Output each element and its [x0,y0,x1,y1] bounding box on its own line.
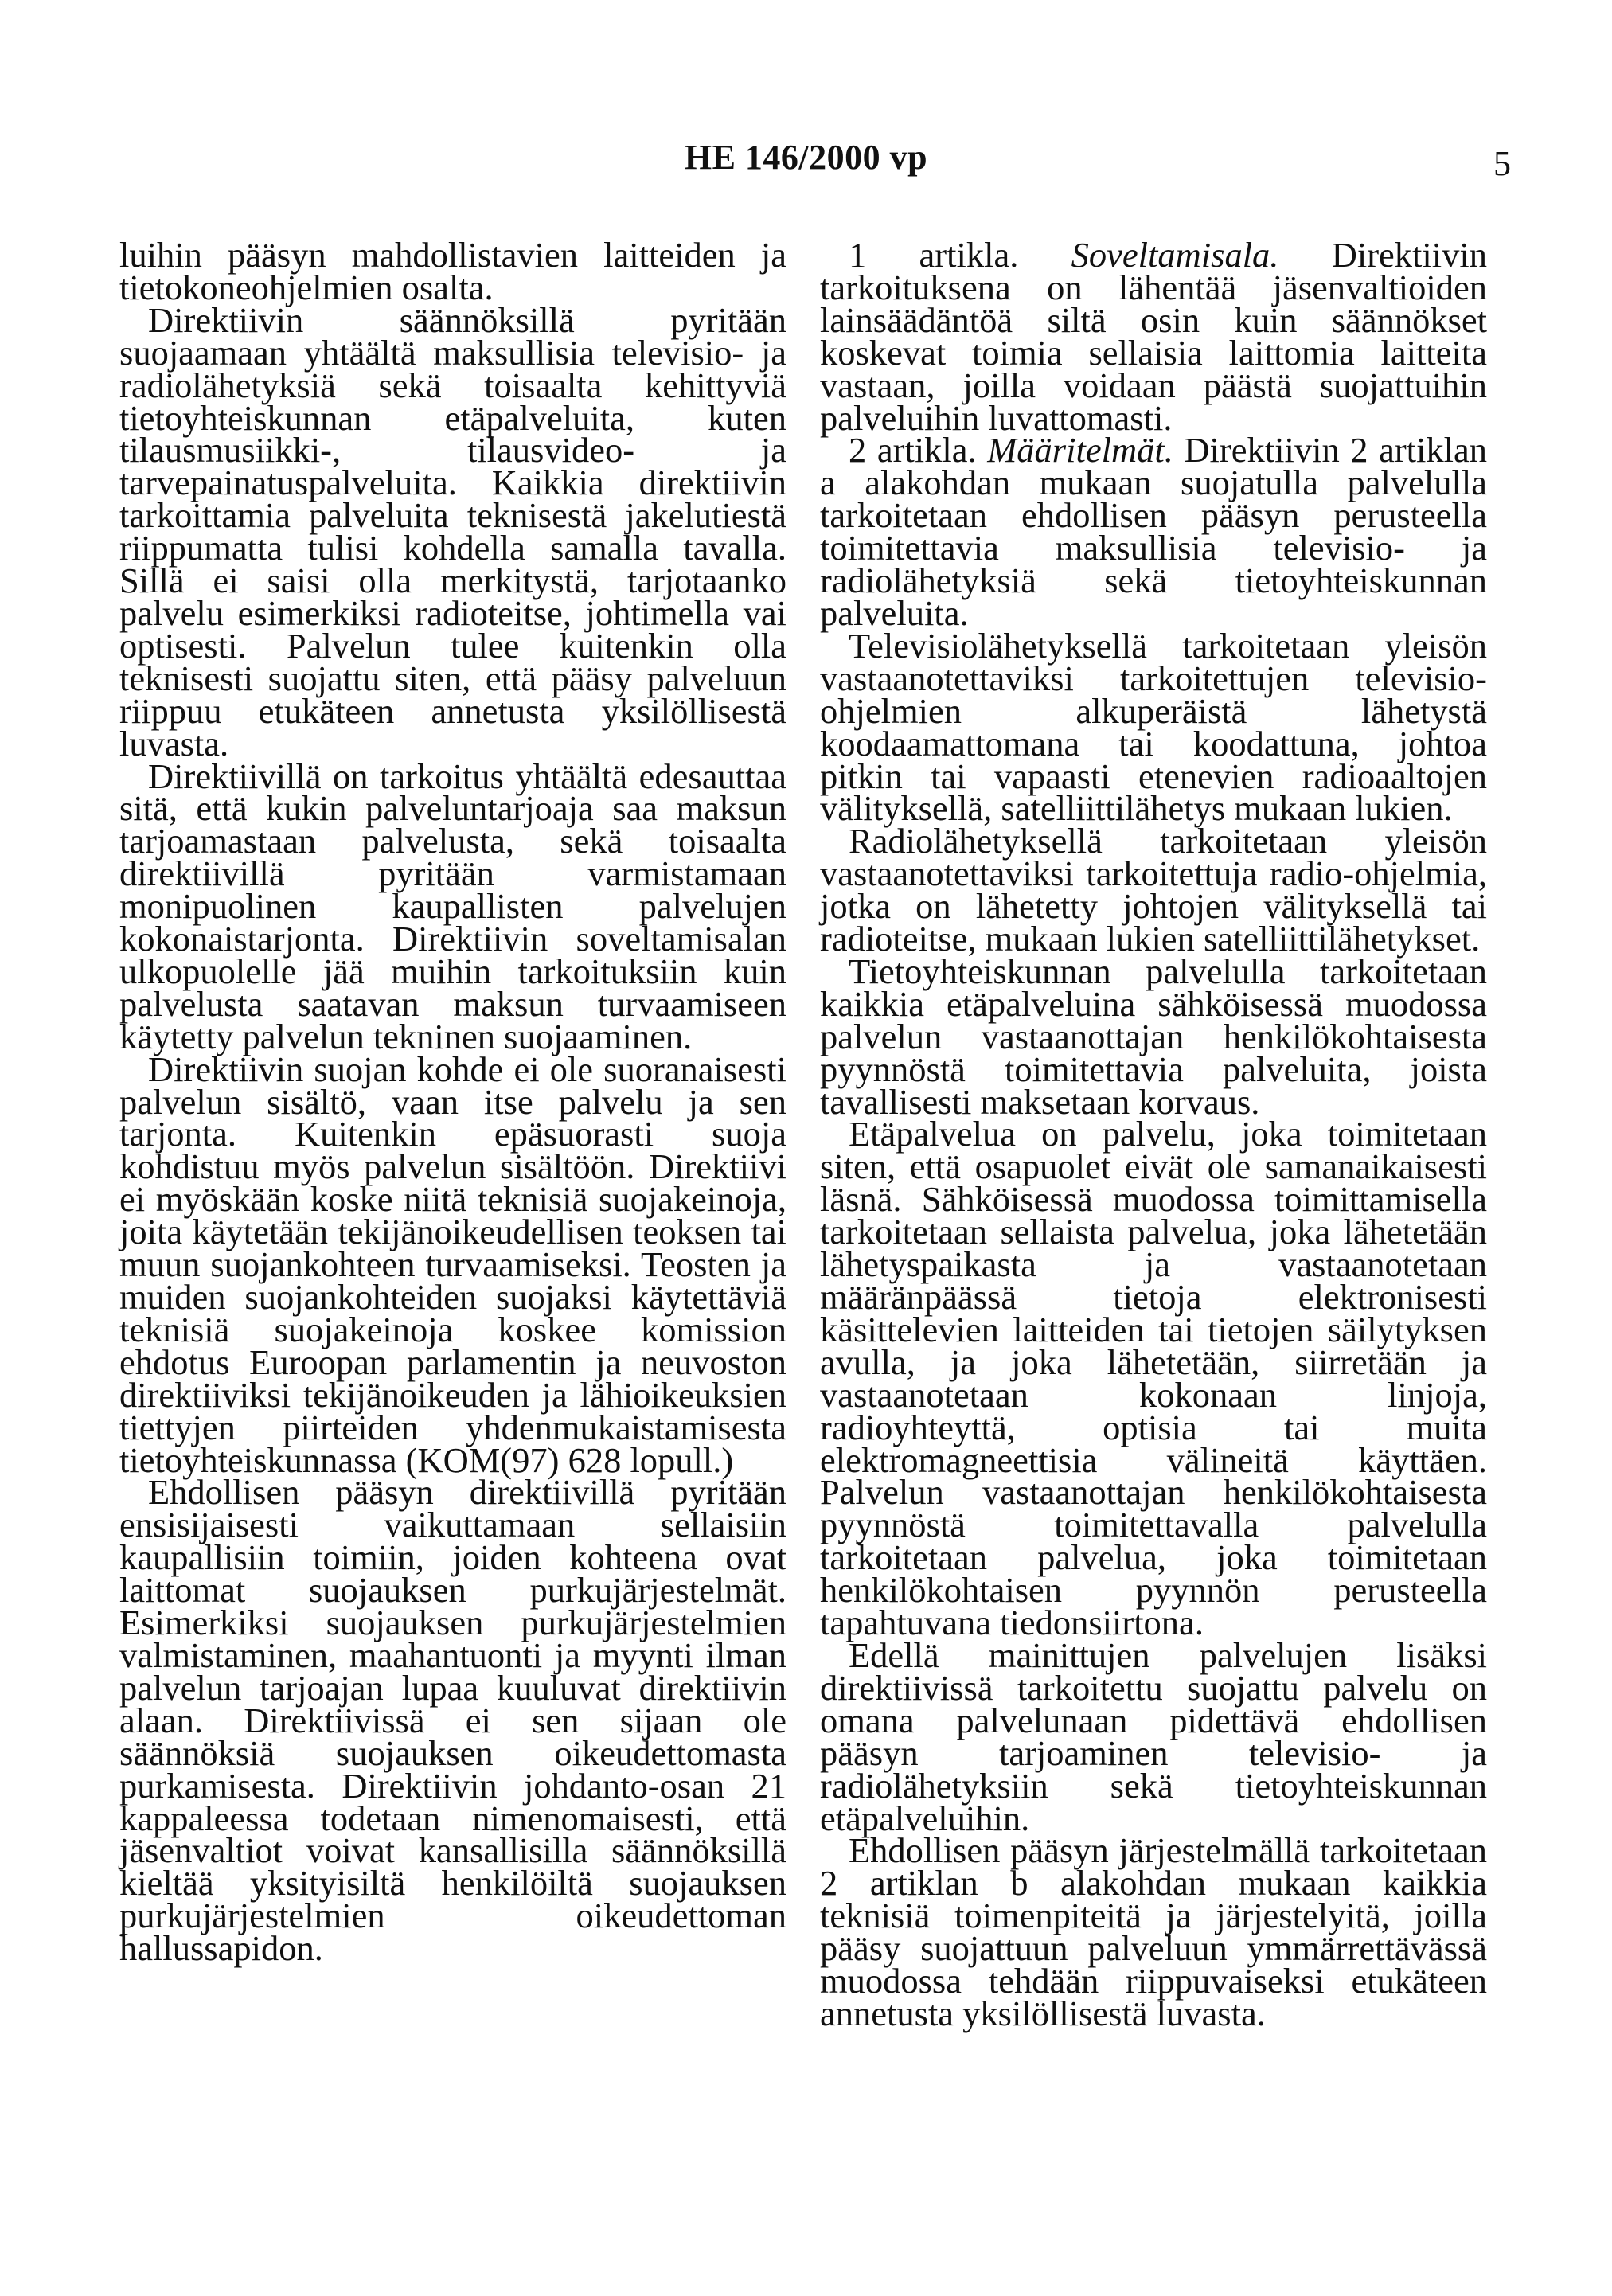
paragraph: Direktiivin säännöksillä pyritään suojaamaan yhtäältä maksullisia televisio- ja radiolähetyksiä sekä toisaalta kehittyviä tietoyhteiskunnan etäpalveluita, kuten tilausmusiikki-, tilausvideo- ja tarvepainatuspalveluita. Kaikkia direktiivin tarkoittamia palveluita teknisestä jakelutiestä riippumatta tulisi kohdella samalla tavalla. Sillä ei saisi olla merkitystä, tarjotaanko palvelu esimerkiksi radioteitse, johtimella vai optisesti. Palvelun tulee kuitenkin olla teknisesti suojattu siten, että pääsy palveluun riippuu etukäteen annetusta yksilöllisestä luvasta. [119,299,786,763]
page-number: 5 [1493,144,1511,183]
paragraph: Ehdollisen pääsyn direktiivillä pyritään ensisijaisesti vaikuttamaan sellaisiin kaupallisiin toimiin, joiden kohteena ovat laittomat suojauksen purkujärjestelmät. Esimerkiksi suojauksen purkujärjestelmien valmistaminen, maahantuonti ja myynti ilman palvelun tarjoajan lupaa kuuluvat direktiivin alaan. Direktiivissä ei sen sijaan ole säännöksiä suojauksen oikeudettomasta purkamisesta. Direktiivin johdanto-osan 21 kappaleessa todetaan nimenomaisesti, että jäsenvaltiot voivat kansallisilla säännöksillä kieltää yksityisiltä henkilöiltä suojauksen purkujärjestelmien oikeudettoman hallussapidon. [119,1472,786,1969]
right-column [820,235,1488,2033]
paragraph: Tietoyhteiskunnan palvelulla tarkoitetaan kaikkia etäpalveluina sähköisessä muodossa palvelun vastaanottajan henkilökohtaisesta pyynnöstä toimitettavia palveluita, joista tavallisesti maksetaan korvaus. [820,951,1487,1122]
article-number: 1 artikla. [849,235,1019,275]
article-heading: Soveltamisala. [1071,235,1279,275]
paragraph: Direktiivillä on tarkoitus yhtäältä edesauttaa sitä, että kukin palveluntarjoaja saa maksun tarjoamastaan palvelusta, sekä toisaalta direktiivillä pyritään varmistamaan monipuolinen kaupallisten palvelujen kokonaistarjonta. Direktiivin soveltamisalan ulkopuolelle jää muihin tarkoituksiin kuin palvelusta saatavan maksun turvaamiseen käytetty palvelun tekninen suojaaminen. [119,756,786,1056]
article-number: 2 artikla. [849,430,977,471]
article-1-paragraph [820,235,1488,438]
article-heading: Määritelmät. [987,430,1173,471]
left-column [119,235,786,1969]
article-2-paragraph [820,430,1488,633]
paragraph: Etäpalvelua on palvelu, joka toimitetaan siten, että osapuolet eivät ole samanaikaisesti läsnä. Sähköisessä muodossa toimittamisella tarkoitetaan sellaista palvelua, joka lähetetään lähetyspaikasta ja vastaanotetaan määränpäässä tietoja elektronisesti käsittelevien laitteiden tai tietojen säilytyksen avulla, ja joka lähetetään, siirretään ja vastaanotetaan kokonaan linjoja, radioyhteyttä, optisia tai muita elektromagneettisia välineitä käyttäen. Palvelun vastaanottajan henkilökohtaisesta pyynnöstä toimitettavalla palvelulla tarkoitetaan palvelua, joka toimitetaan henkilökohtaisen pyynnön perusteella tapahtuvana tiedonsiirtona. [820,1114,1487,1643]
paragraph: Ehdollisen pääsyn järjestelmällä tarkoitetaan 2 artiklan b alakohdan mukaan kaikkia teknisiä toimenpiteitä ja järjestelyitä, joilla pääsy suojattuun palveluun ymmärrettävässä muodossa tehdään riippuvaiseksi etukäteen annetusta yksilöllisestä luvasta. [820,1830,1487,2033]
article-text: Direktiivin tarkoituksena on lähentää jäsenvaltioiden lainsäädäntöä siltä osin kuin säännökset koskevat toimia sellaisia laittomia laitteita vastaan, joilla voidaan päästä suojattuihin palveluihin luvattomasti. [820,235,1488,438]
paragraph: luihin pääsyn mahdollistavien laitteiden ja tietokoneohjelmien osalta. [119,235,786,307]
paragraph: Direktiivin suojan kohde ei ole suoranaisesti palvelun sisältö, vaan itse palvelu ja sen tarjonta. Kuitenkin epäsuorasti suoja kohdistuu myös palvelun sisältöön. Direktiivi ei myöskään koske niitä teknisiä suojakeinoja, joita käytetään tekijänoikeudellisen teoksen tai muun suojankohteen turvaamiseksi. Teosten ja muiden suojankohteiden suojaksi käytettäviä teknisiä suojakeinoja koskee komission ehdotus Euroopan parlamentin ja neuvoston direktiiviksi tekijänoikeuden ja lähioikeuksien tiettyjen piirteiden yhdenmukaistamisesta tietoyhteiskunnassa (KOM(97) 628 lopull.) [119,1048,786,1480]
article-text: Direktiivin 2 artiklan a alakohdan mukaan suojatulla palvelulla tarkoitetaan ehdollisen pääsyn perusteella toimitettavia maksullisia televisio- ja radiolähetyksiä sekä tietoyhteiskunnan palveluita. [820,430,1488,633]
paragraph: Televisiolähetyksellä tarkoitetaan yleisön vastaanotettaviksi tarkoitettujen televisio-ohjelmien alkuperäistä lähetystä koodaamattomana tai koodattuna, johtoa pitkin tai vapaasti etenevien radioaaltojen välityksellä, satelliittilähetys mukaan lukien. [820,625,1487,829]
page-header-title: HE 146/2000 vp [684,138,928,177]
paragraph: Edellä mainittujen palvelujen lisäksi direktiivissä tarkoitettu suojattu palvelu on omana palvelunaan pidettävä ehdollisen pääsyn tarjoaminen televisio- ja radiolähetyksiin sekä tietoyhteiskunnan etäpalveluihin. [820,1634,1487,1838]
paragraph: Radiolähetyksellä tarkoitetaan yleisön vastaanotettaviksi tarkoitettuja radio-ohjelmia, jotka on lähetetty johtojen välityksellä tai radioteitse, mukaan lukien satelliittilähetykset. [820,821,1487,959]
